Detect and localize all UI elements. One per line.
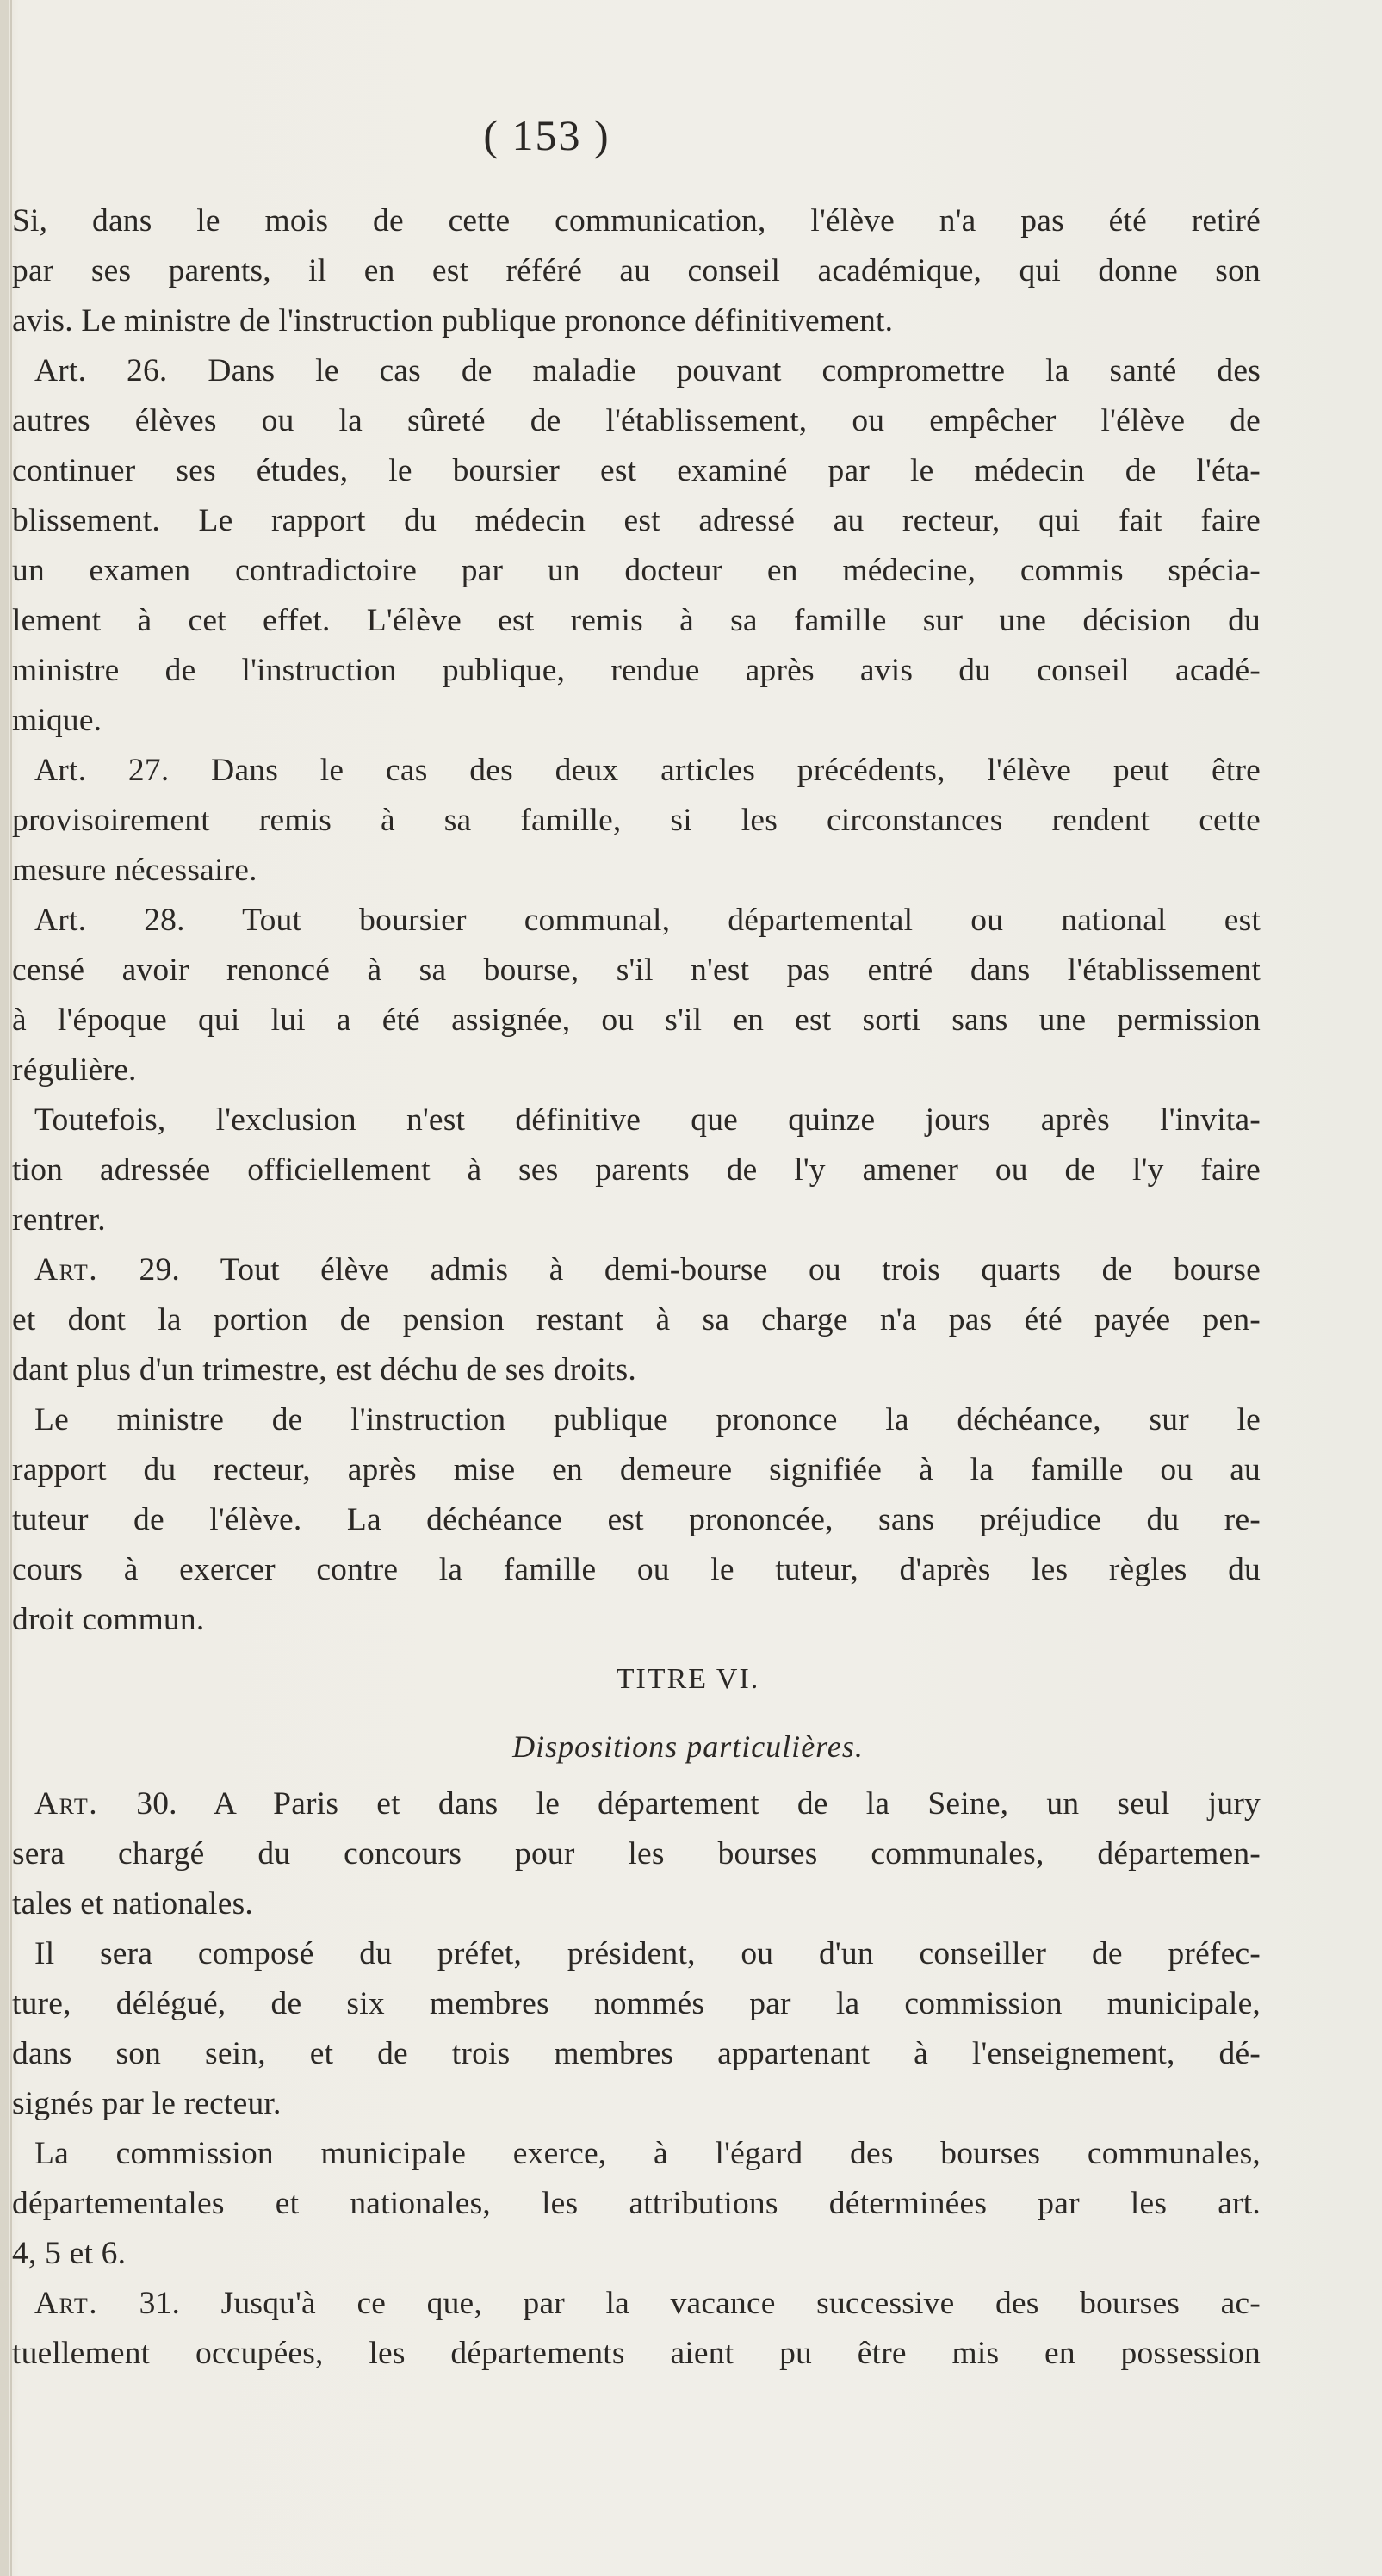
text-line: mique. bbox=[12, 703, 102, 738]
article-label: Art. bbox=[34, 2286, 99, 2321]
text-line: Art. 26. Dans le cas de maladie pouvant compromettre la santé des bbox=[34, 353, 1261, 388]
body-text bbox=[12, 196, 1261, 2379]
text-line: ministre de l'instruction publique, rendue après avis du conseil acadé- bbox=[12, 653, 1261, 688]
text-line: Art. 29. Tout élève admis à demi-bourse ou trois quarts de bourse bbox=[34, 1252, 1261, 1288]
text-line: tion adressée officiellement à ses parents de l'y amener ou de l'y faire bbox=[12, 1152, 1261, 1188]
text-line: départementales et nationales, les attributions déterminées par les art. bbox=[12, 2186, 1261, 2221]
section-subheading: Dispositions particulières. bbox=[512, 1729, 864, 1764]
text-line: un examen contradictoire par un docteur en médecine, commis spécia- bbox=[12, 553, 1261, 588]
text-line: mesure nécessaire. bbox=[12, 853, 257, 888]
text-line: Art. 28. Tout boursier communal, départemental ou national est bbox=[34, 903, 1261, 938]
text-line: dans son sein, et de trois membres appartenant à l'enseignement, dé- bbox=[12, 2036, 1261, 2071]
page-number: ( 153 ) bbox=[483, 111, 610, 159]
article-label: Art. bbox=[34, 1252, 99, 1288]
text-line: rapport du recteur, après mise en demeure signifiée à la famille ou au bbox=[12, 1452, 1261, 1487]
text-line: régulière. bbox=[12, 1052, 137, 1088]
text-line: Art. 31. Jusqu'à ce que, par la vacance successive des bourses ac- bbox=[34, 2286, 1261, 2321]
text-line: Le ministre de l'instruction publique prononce la déchéance, sur le bbox=[34, 1402, 1261, 1437]
text-line: La commission municipale exerce, à l'égard des bourses communales, bbox=[34, 2136, 1261, 2171]
text-line: autres élèves ou la sûreté de l'établissement, ou empêcher l'élève de bbox=[12, 403, 1261, 438]
text-line: blissement. Le rapport du médecin est adressé au recteur, qui fait faire bbox=[12, 503, 1261, 538]
text-line: lement à cet effet. L'élève est remis à sa famille sur une décision du bbox=[12, 603, 1261, 638]
text-line: Si, dans le mois de cette communication, l'élève n'a pas été retiré bbox=[12, 203, 1261, 239]
text-line: censé avoir renoncé à sa bourse, s'il n'est pas entré dans l'établissement bbox=[12, 953, 1261, 988]
section-heading: TITRE VI. bbox=[616, 1663, 760, 1695]
text-line: ture, délégué, de six membres nommés par la commission municipale, bbox=[12, 1986, 1261, 2021]
text-line: Art. 27. Dans le cas des deux articles précédents, l'élève peut être bbox=[34, 753, 1261, 788]
text-line: cours à exercer contre la famille ou le tuteur, d'après les règles du bbox=[12, 1552, 1261, 1587]
text-line: provisoirement remis à sa famille, si les circonstances rendent cette bbox=[12, 803, 1261, 838]
text-line: continuer ses études, le boursier est examiné par le médecin de l'éta- bbox=[12, 453, 1261, 488]
text-line: à l'époque qui lui a été assignée, ou s'il en est sorti sans une permission bbox=[12, 1002, 1261, 1038]
text-line: droit commun. bbox=[12, 1602, 205, 1637]
text-line: avis. Le ministre de l'instruction publique prononce définitivement. bbox=[12, 303, 894, 338]
text-line: Il sera composé du préfet, président, ou d'un conseiller de préfec- bbox=[34, 1936, 1261, 1971]
text-line: Toutefois, l'exclusion n'est définitive que quinze jours après l'invita- bbox=[34, 1102, 1261, 1138]
text-line: par ses parents, il en est référé au conseil académique, qui donne son bbox=[12, 253, 1261, 289]
text-line: Art. 30. A Paris et dans le département de la Seine, un seul jury bbox=[34, 1786, 1261, 1822]
binding-gutter bbox=[0, 0, 9, 2576]
text-line: signés par le recteur. bbox=[12, 2086, 282, 2121]
text-line: tales et nationales. bbox=[12, 1886, 253, 1921]
text-line: et dont la portion de pension restant à sa charge n'a pas été payée pen- bbox=[12, 1302, 1261, 1338]
text-line: tuellement occupées, les départements aient pu être mis en possession bbox=[12, 2336, 1261, 2371]
article-label: Art. bbox=[34, 1786, 99, 1822]
text-line: 4, 5 et 6. bbox=[12, 2236, 127, 2271]
text-line: rentrer. bbox=[12, 1202, 106, 1238]
text-line: dant plus d'un trimestre, est déchu de ses droits. bbox=[12, 1352, 636, 1387]
text-line: sera chargé du concours pour les bourses communales, départemen- bbox=[12, 1836, 1261, 1871]
text-line: tuteur de l'élève. La déchéance est prononcée, sans préjudice du re- bbox=[12, 1502, 1261, 1537]
